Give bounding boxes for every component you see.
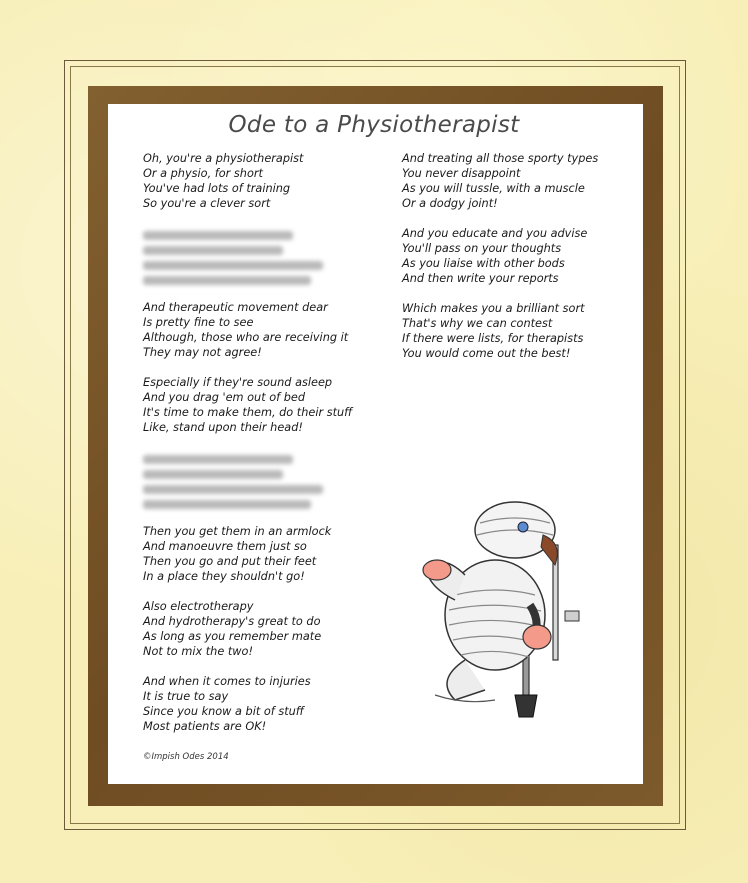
poem-line: And then write your reports: [402, 272, 559, 285]
poem-line: Is pretty fine to see: [143, 316, 254, 329]
blurred-line: [143, 500, 311, 509]
poem-line: And treating all those sporty types: [402, 152, 599, 165]
poem-line: Then you get them in an armlock: [143, 525, 332, 538]
stanza: [402, 151, 632, 211]
poem-line: And when it comes to injuries: [143, 675, 311, 688]
blurred-line: [143, 455, 293, 464]
blurred-stanza: [143, 450, 383, 509]
poem-line: Although, those who are receiving it: [143, 331, 349, 344]
poem-line: They may not agree!: [143, 346, 262, 359]
blurred-line: [143, 485, 323, 494]
poem-line: That's why we can contest: [402, 317, 553, 330]
poem-line: You never disappoint: [402, 167, 521, 180]
poem-line: And you drag 'em out of bed: [143, 391, 306, 404]
poem-line: Since you know a bit of stuff: [143, 705, 304, 718]
stanza: [143, 151, 383, 211]
stanza: [402, 301, 632, 361]
stanza: [143, 300, 383, 360]
poem-line: And manoeuvre them just so: [143, 540, 307, 553]
stanza: [143, 599, 383, 659]
stanza: [143, 375, 383, 435]
poem-line: You'll pass on your thoughts: [402, 242, 562, 255]
bandaged-patient-illustration: [415, 495, 595, 735]
poem-line: Then you go and put their feet: [143, 555, 317, 568]
poem-line: Oh, you're a physiotherapist: [143, 152, 304, 165]
blurred-line: [143, 231, 293, 240]
poem-line: Or a dodgy joint!: [402, 197, 498, 210]
right-column: [402, 151, 632, 376]
poem-title: Ode to a Physiotherapist: [228, 112, 520, 138]
poem-line: As you will tussle, with a muscle: [402, 182, 585, 195]
poem-line: Or a physio, for short: [143, 167, 263, 180]
poem-line: You've had lots of training: [143, 182, 291, 195]
poem-line: If there were lists, for therapists: [402, 332, 584, 345]
stanza: [143, 674, 383, 734]
poem-line: As you liaise with other bods: [402, 257, 565, 270]
stanza: [143, 524, 383, 584]
poem-line: And therapeutic movement dear: [143, 301, 328, 314]
poem-line: So you're a clever sort: [143, 197, 271, 210]
blurred-line: [143, 276, 311, 285]
poem-line: It's time to make them, do their stuff: [143, 406, 353, 419]
poem-line: Especially if they're sound asleep: [143, 376, 333, 389]
poem-line: Not to mix the two!: [143, 645, 253, 658]
poem-line: As long as you remember mate: [143, 630, 322, 643]
poem-line: Which makes you a brilliant sort: [402, 302, 585, 315]
blurred-stanza: [143, 226, 383, 285]
copyright-notice: ©Impish Odes 2014: [143, 752, 229, 762]
poem-line: Also electrotherapy: [143, 600, 254, 613]
blurred-line: [143, 246, 283, 255]
poem-line: In a place they shouldn't go!: [143, 570, 305, 583]
blurred-line: [143, 261, 323, 270]
bandaged-head: [475, 502, 557, 565]
blurred-line: [143, 470, 283, 479]
poem-line: Most patients are OK!: [143, 720, 267, 733]
stanza: [402, 226, 632, 286]
poem-line: You would come out the best!: [402, 347, 571, 360]
poem-line: Like, stand upon their head!: [143, 421, 303, 434]
left-column: [143, 151, 383, 749]
poem-line: And hydrotherapy's great to do: [143, 615, 321, 628]
poem-line: And you educate and you advise: [402, 227, 588, 240]
poem-line: It is true to say: [143, 690, 229, 703]
